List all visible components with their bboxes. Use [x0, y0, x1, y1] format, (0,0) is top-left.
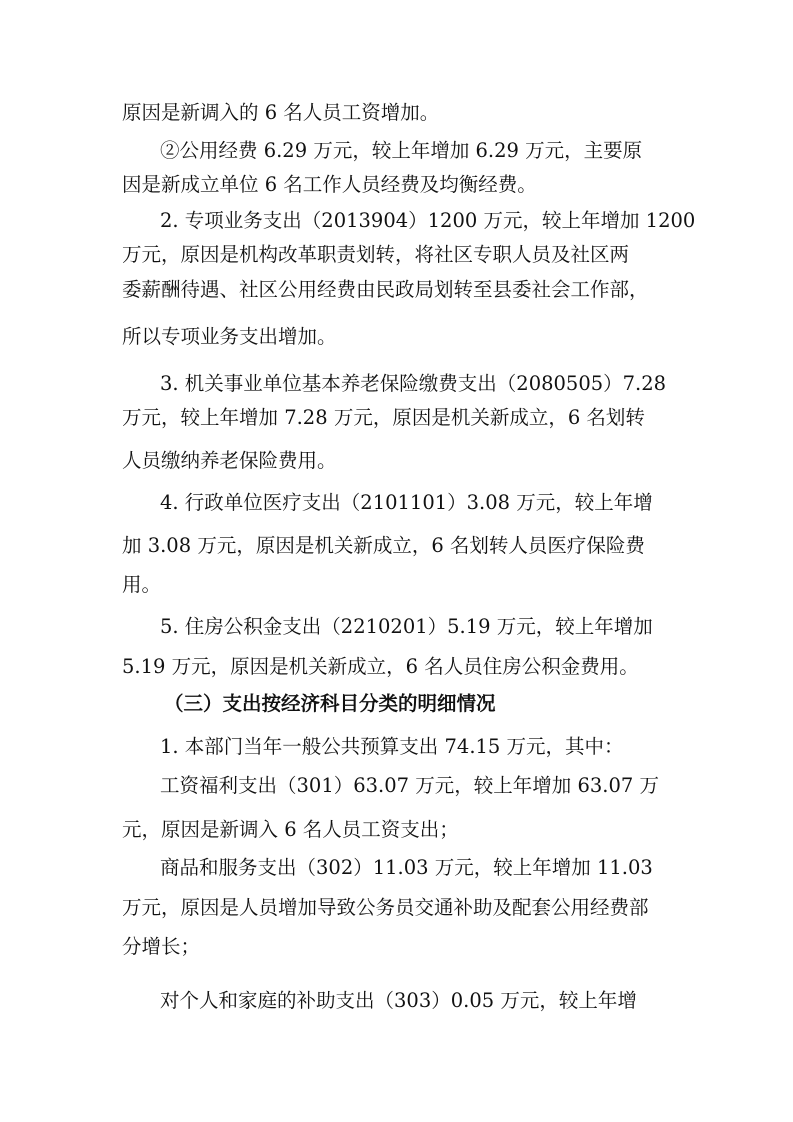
text-line: 因是新成立单位 6 名工作人员经费及均衡经费。: [122, 173, 537, 196]
text-line: 人员缴纳养老保险费用。: [122, 449, 337, 472]
text-line: 元，原因是新调入 6 名人员工资支出；: [122, 818, 459, 841]
section-heading: （三）支出按经济科目分类的明细情况: [164, 692, 496, 715]
text-line: 5.19 万元，原因是机关新成立，6 名人员住房公积金费用。: [122, 655, 639, 678]
text-line: 原因是新调入的 6 名人员工资增加。: [122, 101, 440, 124]
text-line: 用。: [122, 573, 162, 596]
text-line: 3. 机关事业单位基本养老保险缴费支出（2080505）7.28: [160, 372, 667, 395]
text-line: 万元，较上年增加 7.28 万元，原因是机关新成立，6 名划转: [122, 406, 645, 429]
text-line: 工资福利支出（301）63.07 万元，较上年增加 63.07 万: [160, 774, 659, 797]
text-line: 万元，原因是人员增加导致公务员交通补助及配套公用经费部: [122, 896, 649, 919]
text-line: 1. 本部门当年一般公共预算支出 74.15 万元，其中：: [160, 735, 624, 758]
text-line: 4. 行政单位医疗支出（2101101）3.08 万元，较上年增: [160, 491, 653, 514]
text-line: 分增长；: [122, 935, 201, 958]
text-line: 所以专项业务支出增加。: [122, 325, 337, 348]
text-line: 万元，原因是机构改革职责划转，将社区专职人员及社区两: [122, 243, 630, 266]
text-line: 委薪酬待遇、社区公用经费由民政局划转至县委社会工作部，: [122, 278, 649, 301]
text-line: 对个人和家庭的补助支出（303）0.05 万元，较上年增: [160, 989, 637, 1012]
text-line: ②公用经费 6.29 万元，较上年增加 6.29 万元，主要原: [160, 139, 643, 162]
text-line: 2. 专项业务支出（2013904）1200 万元，较上年增加 1200: [160, 209, 696, 232]
text-line: 商品和服务支出（302）11.03 万元，较上年增加 11.03: [160, 856, 653, 879]
text-line: 5. 住房公积金支出（2210201）5.19 万元，较上年增加: [160, 615, 653, 638]
text-line: 加 3.08 万元，原因是机关新成立，6 名划转人员医疗保险费: [122, 534, 645, 557]
